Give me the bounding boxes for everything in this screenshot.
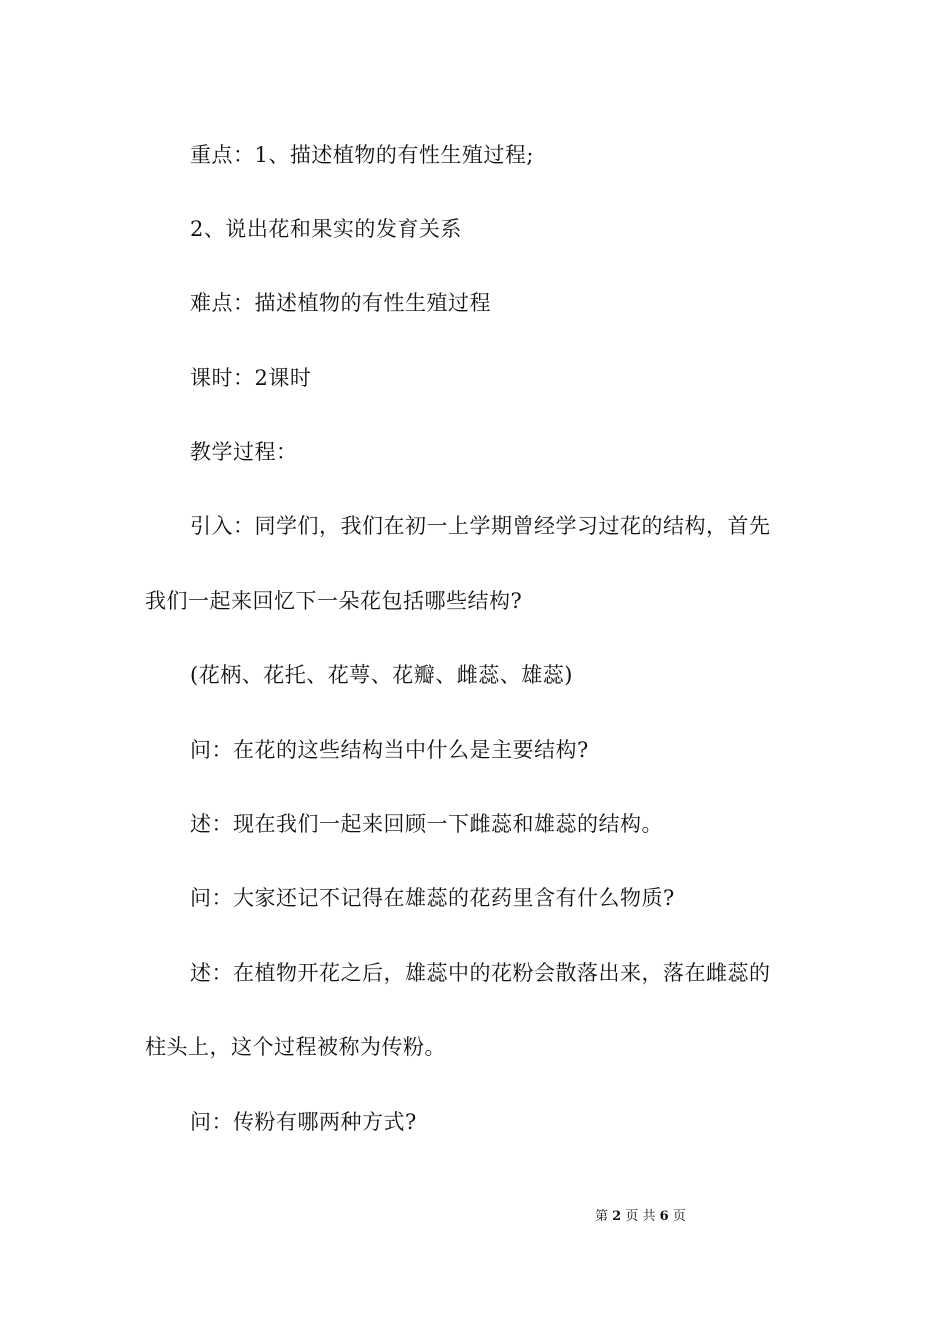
footer-current-page: 2 (612, 1209, 622, 1224)
footer-total-pages: 6 (659, 1209, 669, 1224)
footer-middle: 页 共 (625, 1209, 656, 1224)
text-line-introduction-cont: 我们一起来回忆下一朵花包括哪些结构? (145, 589, 523, 613)
text-line-question-anther: 问：大家还记不记得在雄蕊的花药里含有什么物质? (190, 886, 675, 910)
text-line-flower-parts: (花柄、花托、花萼、花瓣、雌蕊、雄蕊) (190, 663, 573, 687)
text-line-class-hours: 课时：2课时 (190, 366, 312, 390)
text-line-question-main-structure: 问：在花的这些结构当中什么是主要结构? (190, 738, 589, 762)
footer-prefix: 第 (595, 1209, 609, 1224)
text-line-review-structure: 述：现在我们一起来回顾一下雌蕊和雄蕊的结构。 (190, 812, 663, 836)
footer-suffix: 页 (672, 1209, 686, 1224)
text-line-question-pollination-types: 问：传粉有哪两种方式? (190, 1110, 417, 1134)
page-footer (595, 1208, 686, 1226)
text-line-introduction: 引入：同学们，我们在初一上学期曾经学习过花的结构，首先 (190, 514, 771, 538)
text-line-pollination-cont: 柱头上，这个过程被称为传粉。 (145, 1035, 446, 1059)
text-line-key-points: 重点：1、描述植物的有性生殖过程; (190, 143, 534, 167)
text-line-teaching-process: 教学过程： (190, 440, 298, 464)
text-line-pollination: 述：在植物开花之后，雄蕊中的花粉会散落出来，落在雌蕊的 (190, 961, 771, 985)
text-line-difficulty: 难点：描述植物的有性生殖过程 (190, 291, 491, 315)
text-line-key-points-2: 2、说出花和果实的发育关系 (190, 217, 462, 241)
